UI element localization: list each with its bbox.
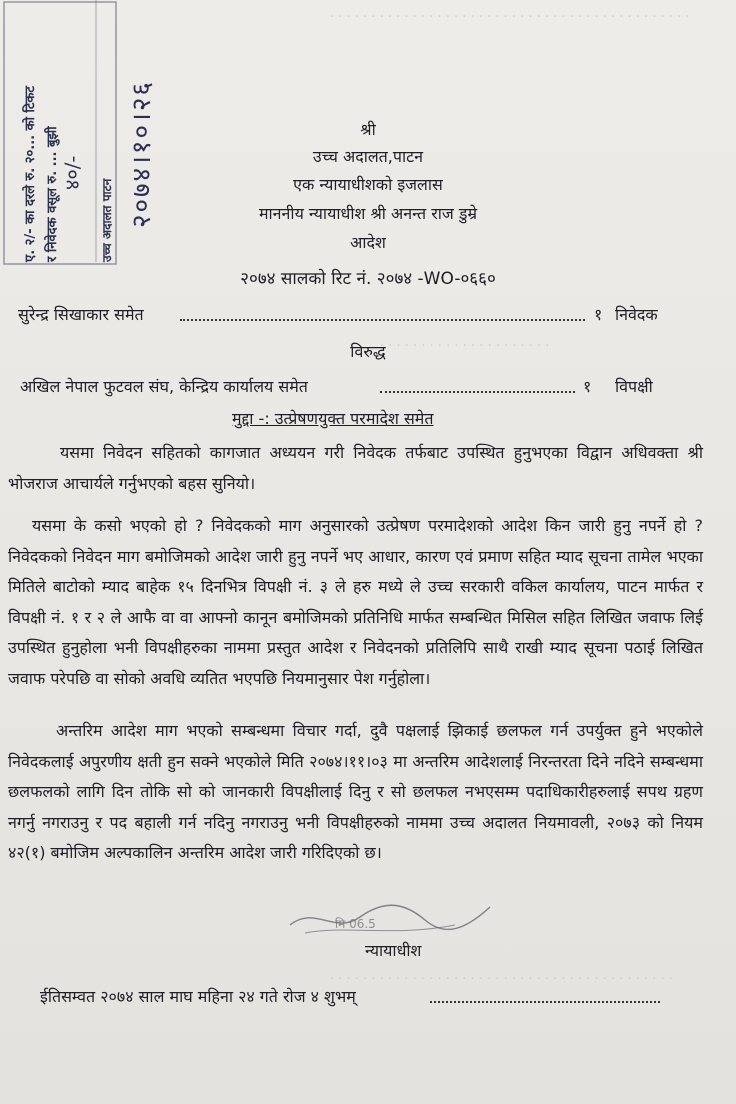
- versus-label: विरुद्ध: [350, 342, 386, 361]
- petitioner-role: निवेदक: [615, 305, 658, 324]
- dotted-leader: [180, 318, 585, 321]
- bleed-through-text: . . . . . . . . . . . . . . . . . . . . . . . . . . . . . . . . . . . . . . . . . .: [330, 968, 673, 983]
- stamp-line-3: उच्च अदालत पाटन: [100, 178, 114, 262]
- respondent-count: १: [583, 377, 592, 396]
- dotted-leader: [380, 390, 575, 393]
- paragraph-show-cause: यसमा के कसो भएको हो ? निवेदकको माग अनुसारको उत्प्रेषण परमादेशको आदेश किन जारी हुनु नपर्ने हो ? निवेदकको निवेदन माग बमोजिमको आदेश जारी हुनु नपर्ने भए आधार, कारण एवं प्रमाण सहित म्याद सूचना तामेल भएका मितिले बाटोको म्याद बाहेक १५ दिनभित्र विपक्षी नं. ३ ले हरु मध्ये ले उच्च सरकारी वकिल कार्यालय, पाटन मार्फत र विपक्षी नं. १ र २ ले आफै वा वा आफ्नो कानून बमोजिमको प्रतिनिधि मार्फत सम्बन्धित मिसिल सहित लिखित जवाफ लिई उपस्थित हुनुहोला भनी विपक्षीहरुका नाममा प्रस्तुत आदेश र निवेदनको प्रतिलिपि साथै राखी म्याद सूचना पठाई लिखित जवाफ परेपछि वा सोको अवधि व्यतित भएपछि नियमानुसार पेश गर्नुहोला।: [8, 516, 703, 688]
- bleed-through-text: . . . . . . . . . . . . . . . . . . . . .: [380, 335, 550, 350]
- signature-scribble-text: मि 06.5: [335, 917, 376, 931]
- bleed-through-text: . . . . . . . . . . . . . . . . . . . . . . . . . . . . . . . . . . . . . . . . . . . .: [330, 6, 690, 21]
- date-line: ईतिसम्वत २०७४ साल माघ महिना २४ गते रोज ४ शुभम्: [40, 987, 356, 1006]
- handwritten-amount: ४०/-: [60, 155, 84, 190]
- judge-name: माननीय न्यायाधीश श्री अनन्त राज डुम्रे: [258, 204, 478, 223]
- paragraph-interim-order: अन्तरिम आदेश माग भएको सम्बन्धमा विचार गर्दा, दुवै पक्षलाई झिकाई छलफल गर्न उपर्युक्त हुने भएकोले निवेदकलाई अपुरणीय क्षती हुन सक्ने भएकोले मिति २०७४।११।०३ मा अन्तरिम आदेशलाई निरन्तरता दिने नदिने सम्बन्धमा छलफलको लागि दिन तोकि सो को जानकारी विपक्षीलाई दिनु र सो छलफल नभएसम्म पदाधिकारीहरुलाई सपथ ग्रहण नगर्नु नगराउनु र पद बहाली गर्न नदिनु नगराउनु भनी विपक्षीहरुको नाममा उच्च अदालत नियमावली, २०७३ को नियम ४२(१) बमोजिम अल्पकालिन अन्तरिम आदेश जारी गरिदिएको छ।: [8, 721, 703, 862]
- handwritten-registration-number: २०७४।१०।२६: [127, 80, 157, 228]
- respondent-role: विपक्षी: [615, 377, 653, 396]
- invocation: श्री: [360, 120, 376, 139]
- petitioner-count: १: [594, 305, 603, 324]
- judge-signature: [285, 895, 495, 945]
- case-subject: मुद्दा -: उत्प्रेषणयुक्त परमादेश समेत: [232, 409, 434, 428]
- case-number: २०७४ सालको रिट नं. २०७४ -WO-०६६०: [240, 269, 496, 289]
- stamp-line-2: र निवेदक वसूल रु. ... बुझी: [45, 126, 60, 262]
- respondent-name: अखिल नेपाल फुटवल संघ, केन्द्रिय कार्यालय समेत: [20, 377, 308, 396]
- bench-name: एक न्यायाधीशको इजलास: [293, 175, 443, 194]
- paragraph-hearing: यसमा निवेदन सहितको कागजात अध्ययन गरी निवेदक तर्फबाट उपस्थित हुनुभएका विद्वान अधिवक्ता श्री भोजराज आचार्यले गर्नुभएको बहस सुनियो।: [8, 443, 703, 493]
- court-name: उच्च अदालत,पाटन: [312, 147, 424, 166]
- stamp-line-1: ए. २/- का दरले रु. २०... को टिकट: [23, 86, 38, 262]
- petitioner-name: सुरेन्द्र सिखाकार समेत: [18, 305, 144, 324]
- signatory-title: न्यायाधीश: [365, 941, 422, 960]
- dotted-leader: [430, 1000, 660, 1003]
- document-type: आदेश: [350, 233, 386, 252]
